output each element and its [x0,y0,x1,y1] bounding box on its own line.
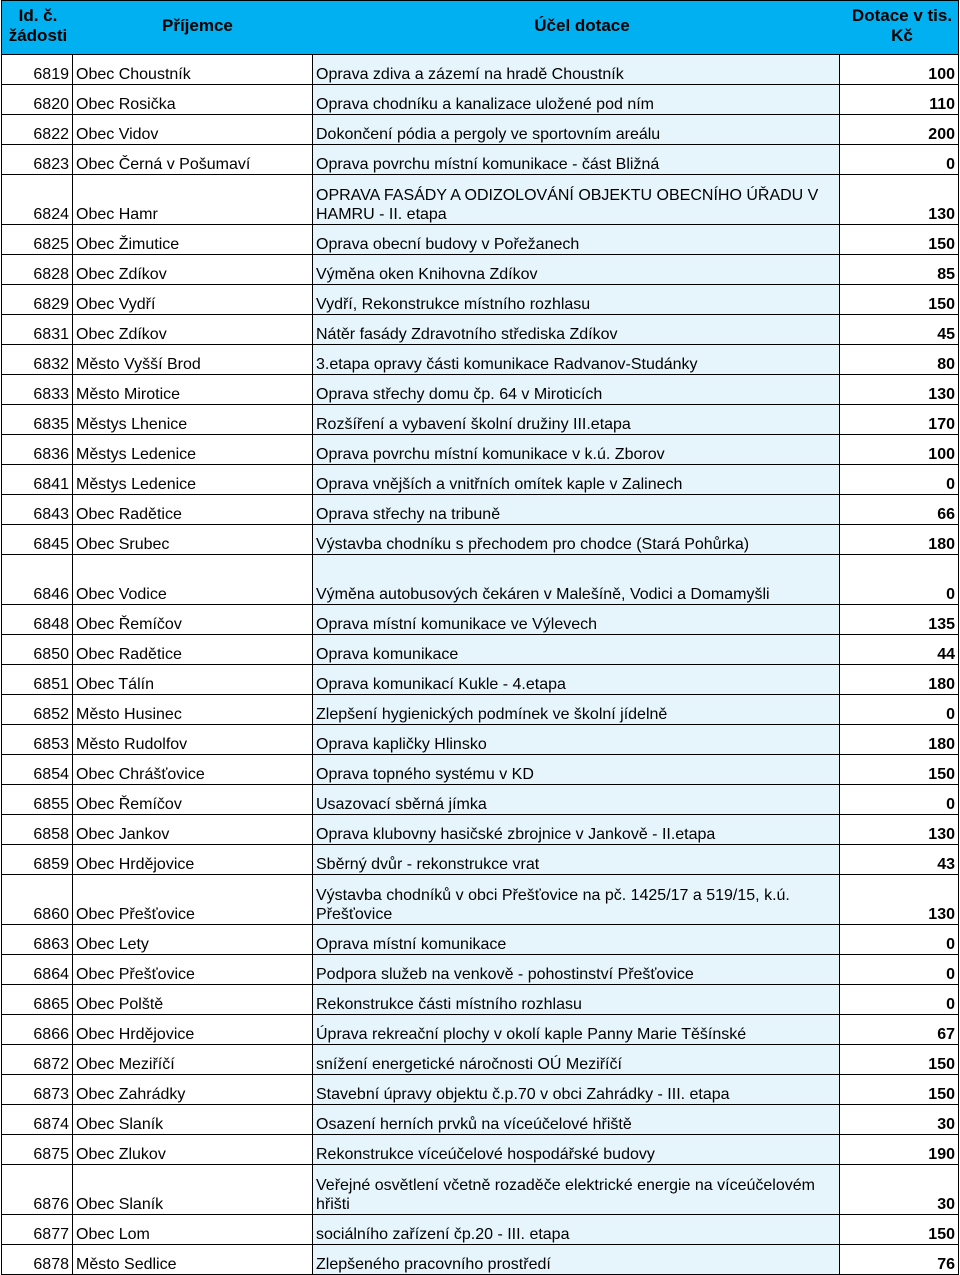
cell-recipient: Město Rudolfov [73,725,313,755]
table-row [2,1045,959,1075]
table-row [2,115,959,145]
cell-recipient: Obec Vodice [73,555,313,605]
cell-amount: 100 [840,55,959,85]
cell-amount: 0 [840,695,959,725]
cell-amount: 0 [840,985,959,1015]
cell-purpose: 3.etapa opravy části komunikace Radvanov-Studánky [313,345,840,375]
table-row [2,755,959,785]
cell-purpose: Rekonstrukce víceúčelové hospodářské budovy [313,1135,840,1165]
cell-recipient: Obec Radětice [73,495,313,525]
cell-recipient: Obec Radětice [73,635,313,665]
table-row [2,1015,959,1045]
cell-recipient: Obec Černá v Pošumaví [73,145,313,175]
cell-recipient: Obec Vydří [73,285,313,315]
cell-amount: 180 [840,725,959,755]
header-purpose: Účel dotace [534,16,630,35]
cell-purpose: Oprava komunikace [313,635,840,665]
cell-purpose: Oprava chodníku a kanalizace uložené pod ním [313,85,840,115]
cell-amount: 150 [840,1045,959,1075]
cell-amount: 180 [840,525,959,555]
table-row [2,1245,959,1275]
cell-id: 6873 [2,1075,73,1105]
cell-purpose: Veřejné osvětlení včetně rozaděče elektrické energie na víceúčelovém hřišti [313,1165,840,1215]
cell-id: 6851 [2,665,73,695]
cell-purpose: Oprava povrchu místní komunikace v k.ú. Zborov [313,435,840,465]
header-id-line1: Id. č. [18,6,58,25]
cell-id: 6846 [2,555,73,605]
cell-recipient: Obec Lom [73,1215,313,1245]
table-header [1,0,959,54]
cell-amount: 30 [840,1105,959,1135]
cell-recipient: Obec Žimutice [73,225,313,255]
cell-id: 6854 [2,755,73,785]
cell-amount: 150 [840,1075,959,1105]
cell-id: 6875 [2,1135,73,1165]
cell-purpose: Zlepšení hygienických podmínek ve školní jídelně [313,695,840,725]
table-row [2,695,959,725]
table-row [2,1215,959,1245]
cell-amount: 150 [840,285,959,315]
cell-amount: 0 [840,465,959,495]
table-row [2,145,959,175]
cell-id: 6848 [2,605,73,635]
cell-recipient: Městys Lhenice [73,405,313,435]
table-row [2,1135,959,1165]
cell-id: 6860 [2,875,73,925]
cell-purpose: Rekonstrukce části místního rozhlasu [313,985,840,1015]
cell-id: 6833 [2,375,73,405]
cell-amount: 170 [840,405,959,435]
cell-amount: 80 [840,345,959,375]
cell-recipient: Městys Ledenice [73,435,313,465]
table-row [2,345,959,375]
table-row [2,285,959,315]
cell-amount: 130 [840,815,959,845]
cell-id: 6843 [2,495,73,525]
table-row [2,1075,959,1105]
cell-recipient: Obec Lety [73,925,313,955]
cell-recipient: Obec Hrdějovice [73,845,313,875]
cell-purpose: Oprava vnějších a vnitřních omítek kaple v Zalinech [313,465,840,495]
cell-recipient: Obec Řemíčov [73,785,313,815]
cell-purpose: Oprava střechy domu čp. 64 v Miroticích [313,375,840,405]
cell-amount: 66 [840,495,959,525]
cell-purpose: Oprava obecní budovy v Pořežanech [313,225,840,255]
cell-amount: 67 [840,1015,959,1045]
cell-recipient: Obec Slaník [73,1105,313,1135]
cell-recipient: Obec Srubec [73,525,313,555]
cell-recipient: Obec Choustník [73,55,313,85]
cell-purpose: Oprava povrchu místní komunikace - část Bližná [313,145,840,175]
cell-amount: 150 [840,1215,959,1245]
cell-id: 6866 [2,1015,73,1045]
cell-amount: 130 [840,875,959,925]
cell-amount: 0 [840,785,959,815]
cell-amount: 150 [840,225,959,255]
cell-amount: 45 [840,315,959,345]
table-row [2,985,959,1015]
header-id-line2: žádosti [8,26,68,45]
table-row [2,725,959,755]
cell-amount: 0 [840,145,959,175]
header-recipient: Příjemce [162,16,233,35]
cell-recipient: Obec Chrášťovice [73,755,313,785]
cell-amount: 0 [840,925,959,955]
cell-id: 6845 [2,525,73,555]
cell-id: 6841 [2,465,73,495]
table-row [2,525,959,555]
table-body [2,55,959,1275]
cell-id: 6876 [2,1165,73,1215]
cell-id: 6831 [2,315,73,345]
cell-id: 6836 [2,435,73,465]
cell-recipient: Město Sedlice [73,1245,313,1275]
table-row [2,225,959,255]
cell-id: 6855 [2,785,73,815]
cell-amount: 0 [840,555,959,605]
cell-amount: 100 [840,435,959,465]
cell-recipient: Obec Polště [73,985,313,1015]
cell-amount: 130 [840,175,959,225]
cell-amount: 135 [840,605,959,635]
cell-recipient: Obec Přešťovice [73,875,313,925]
cell-id: 6865 [2,985,73,1015]
cell-purpose: Rozšíření a vybavení školní družiny III.etapa [313,405,840,435]
cell-purpose: Stavební úpravy objektu č.p.70 v obci Zahrádky - III. etapa [313,1075,840,1105]
table-row [2,1105,959,1135]
cell-purpose: Oprava zdiva a zázemí na hradě Choustník [313,55,840,85]
cell-id: 6835 [2,405,73,435]
cell-recipient: Obec Jankov [73,815,313,845]
cell-purpose: Zlepšeného pracovního prostředí [313,1245,840,1275]
cell-purpose: Oprava klubovny hasičské zbrojnice v Jankově - II.etapa [313,815,840,845]
cell-purpose: Výstavba chodníků v obci Přešťovice na pč. 1425/17 a 519/15, k.ú. Přešťovice [313,875,840,925]
cell-purpose: Oprava komunikací Kukle - 4.etapa [313,665,840,695]
cell-recipient: Obec Hamr [73,175,313,225]
cell-id: 6859 [2,845,73,875]
cell-purpose: Nátěr fasády Zdravotního střediska Zdíkov [313,315,840,345]
cell-recipient: Obec Meziříčí [73,1045,313,1075]
cell-id: 6853 [2,725,73,755]
cell-recipient: Obec Vidov [73,115,313,145]
cell-recipient: Obec Řemíčov [73,605,313,635]
cell-purpose: sociálního zařízení čp.20 - III. etapa [313,1215,840,1245]
cell-purpose: Oprava místní komunikace [313,925,840,955]
cell-amount: 180 [840,665,959,695]
cell-id: 6820 [2,85,73,115]
cell-id: 6819 [2,55,73,85]
cell-amount: 44 [840,635,959,665]
table-row [2,815,959,845]
cell-purpose: Oprava topného systému v KD [313,755,840,785]
cell-id: 6878 [2,1245,73,1275]
table-row [2,495,959,525]
cell-recipient: Obec Hrdějovice [73,1015,313,1045]
cell-amount: 76 [840,1245,959,1275]
table-row [2,375,959,405]
cell-amount: 0 [840,955,959,985]
cell-purpose: Výměna autobusových čekáren v Malešíně, Vodici a Domamyšli [313,555,840,605]
cell-id: 6864 [2,955,73,985]
table-row [2,925,959,955]
table-row [2,85,959,115]
table-row [2,605,959,635]
subsidy-table [1,54,959,1275]
cell-purpose: Výstavba chodníku s přechodem pro chodce (Stará Pohůrka) [313,525,840,555]
cell-amount: 130 [840,375,959,405]
table-row [2,405,959,435]
cell-purpose: Podpora služeb na venkově - pohostinství Přešťovice [313,955,840,985]
cell-recipient: Městys Ledenice [73,465,313,495]
table-row [2,845,959,875]
cell-recipient: Město Vyšší Brod [73,345,313,375]
cell-amount: 200 [840,115,959,145]
cell-recipient: Město Mirotice [73,375,313,405]
cell-purpose: Oprava místní komunikace ve Výlevech [313,605,840,635]
cell-id: 6822 [2,115,73,145]
table-row [2,175,959,225]
cell-purpose: Vydří, Rekonstrukce místního rozhlasu [313,285,840,315]
table-row [2,955,959,985]
cell-amount: 43 [840,845,959,875]
table-row [2,1165,959,1215]
cell-purpose: Sběrný dvůr - rekonstrukce vrat [313,845,840,875]
cell-id: 6858 [2,815,73,845]
cell-amount: 110 [840,85,959,115]
cell-amount: 190 [840,1135,959,1165]
table-row [2,635,959,665]
cell-recipient: Obec Tálín [73,665,313,695]
cell-recipient: Obec Slaník [73,1165,313,1215]
table-row [2,435,959,465]
cell-id: 6832 [2,345,73,375]
cell-amount: 150 [840,755,959,785]
cell-purpose: Oprava kapličky Hlinsko [313,725,840,755]
header-amount [847,6,957,46]
cell-recipient: Obec Zlukov [73,1135,313,1165]
cell-recipient: Obec Přešťovice [73,955,313,985]
cell-amount: 30 [840,1165,959,1215]
cell-purpose: OPRAVA FASÁDY A ODIZOLOVÁNÍ OBJEKTU OBECNÍHO ÚŘADU V HAMRU - II. etapa [313,175,840,225]
cell-recipient: Obec Zdíkov [73,315,313,345]
table-row [2,875,959,925]
cell-purpose: Usazovací sběrná jímka [313,785,840,815]
cell-purpose: Oprava střechy na tribuně [313,495,840,525]
cell-id: 6829 [2,285,73,315]
cell-id: 6828 [2,255,73,285]
cell-purpose: Dokončení pódia a pergoly ve sportovním areálu [313,115,840,145]
cell-id: 6823 [2,145,73,175]
cell-purpose: Osazení herních prvků na víceúčelové hřiště [313,1105,840,1135]
cell-id: 6825 [2,225,73,255]
cell-purpose: snížení energetické náročnosti OÚ Meziříčí [313,1045,840,1075]
cell-id: 6824 [2,175,73,225]
cell-amount: 85 [840,255,959,285]
cell-recipient: Obec Zahrádky [73,1075,313,1105]
table-row [2,555,959,605]
header-amount-line2: Kč [891,26,913,45]
cell-id: 6863 [2,925,73,955]
cell-id: 6877 [2,1215,73,1245]
cell-id: 6874 [2,1105,73,1135]
header-amount-line1: Dotace v tis. [851,6,953,25]
cell-purpose: Výměna oken Knihovna Zdíkov [313,255,840,285]
table-row [2,55,959,85]
cell-recipient: Město Husinec [73,695,313,725]
cell-recipient: Obec Zdíkov [73,255,313,285]
table-row [2,665,959,695]
cell-id: 6852 [2,695,73,725]
header-id [2,6,74,46]
table-row [2,255,959,285]
table-row [2,785,959,815]
table-row [2,315,959,345]
table-row [2,465,959,495]
cell-purpose: Úprava rekreační plochy v okolí kaple Panny Marie Těšínské [313,1015,840,1045]
cell-recipient: Obec Rosička [73,85,313,115]
cell-id: 6850 [2,635,73,665]
cell-id: 6872 [2,1045,73,1075]
